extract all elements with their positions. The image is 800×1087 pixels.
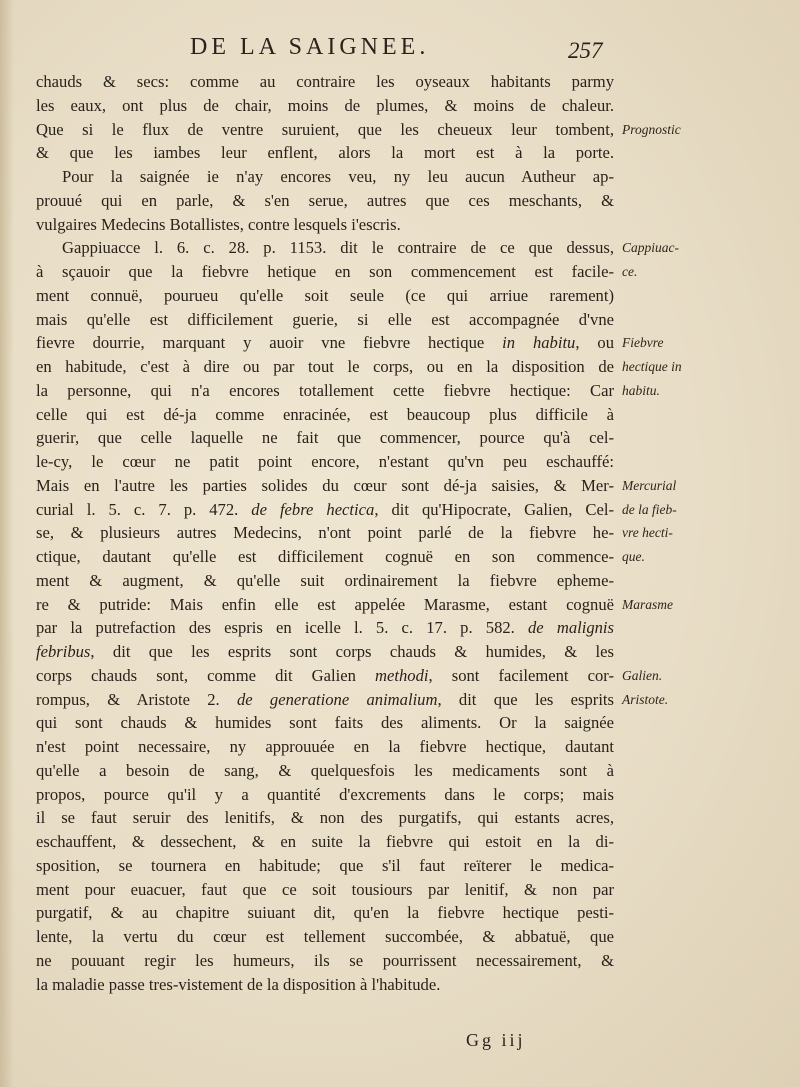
text-line (36, 379, 614, 403)
text-line (36, 901, 614, 925)
margin-note: Fiebvre (622, 335, 664, 351)
margin-note: hectique in (622, 359, 682, 374)
text-line-roman: la personne, qui n'a encores totallement cette fiebvre hectique: Car (36, 380, 614, 400)
text-line-roman: re & putride: Mais enfin elle est appelée Marasme, estant cognuë (36, 594, 614, 614)
text-line-roman: , sont facilement cor- (428, 665, 614, 685)
text-line-roman: , dit que les esprits (437, 689, 614, 709)
text-line (36, 355, 614, 379)
text-line-roman: qu'elle a besoin de sang, & quelquesfois les medicaments sont à (36, 760, 614, 780)
text-line (36, 711, 614, 735)
text-line-roman: , dit qu'Hipocrate, Galien, Cel- (374, 499, 614, 519)
text-line-roman: lente, la vertu du cœur est tellement succombée, & abbatuë, que (36, 927, 614, 946)
text-line-roman: sposition, se tournera en habitude; que s'il faut reïterer le medica- (36, 855, 614, 875)
text-line (36, 925, 614, 949)
text-line-roman: en habitude, c'est à dire ou par tout le corps, ou en la disposition de (36, 357, 614, 376)
text-line-roman: celle qui est dé-ja comme enracinée, est beaucoup plus difficile à (36, 404, 614, 424)
text-line (36, 664, 614, 688)
text-line-roman: guerir, que celle laquelle ne fait que commencer, pource qu'à cel- (36, 428, 614, 448)
page-number: 257 (568, 38, 603, 63)
text-line (36, 498, 614, 522)
text-line (36, 403, 614, 427)
text-line (36, 854, 614, 878)
text-line-roman: Gappiuacce l. 6. c. 28. p. 1153. dit le contraire de ce que dessus, (62, 238, 614, 258)
text-line-roman: Mais en l'autre les parties solides du cœur sont dé-ja saisies, & Mer- (36, 475, 614, 495)
text-line (36, 426, 614, 450)
text-line (36, 593, 614, 617)
text-line-roman: Pour la saignée ie n'ay encores veu, ny leu aucun Autheur ap- (62, 167, 614, 186)
margin-note: Cappiuac- (622, 240, 679, 256)
text-line (36, 189, 614, 213)
text-line-roman: les eaux, ont plus de chair, moins de plumes, & moins de chaleur. (36, 95, 614, 115)
margin-note: que. (622, 549, 645, 564)
text-line (36, 949, 614, 973)
text-line-italic: de generatione animalium (236, 689, 438, 709)
text-line (36, 521, 614, 545)
text-line-roman: ment & augment, & qu'elle suit ordinairement la fiebvre epheme- (36, 570, 614, 590)
running-head: DE LA SAIGNEE. (190, 34, 430, 60)
text-line-roman: rompus, & Aristote 2. (36, 689, 237, 709)
text-line (36, 878, 614, 902)
text-line-roman: chauds & secs: comme au contraire les oyseaux habitants parmy (36, 72, 614, 91)
text-line (36, 783, 614, 807)
margin-note: Marasme (622, 596, 673, 612)
text-line-roman: ment connuë, pourueu qu'elle soit seule (ce qui arriue rarement) (36, 285, 614, 305)
body-text (36, 70, 614, 996)
text-line-italic: febribus (36, 642, 91, 661)
text-line (36, 640, 614, 664)
text-line-italic: de malignis (528, 618, 614, 638)
signature-mark: Gg iij (466, 1030, 526, 1050)
text-line (36, 688, 614, 712)
text-line (36, 616, 614, 640)
text-line-roman: n'est point necessaire, ny approuuée en la fiebvre hectique, dautant (36, 737, 614, 756)
text-line (36, 973, 614, 997)
text-line (36, 308, 614, 332)
margin-note: Galien. (622, 667, 663, 683)
text-line-roman: ment pour euacuer, faut que ce soit tousiours par lenitif, & non par (36, 879, 614, 899)
text-line-roman: la maladie passe tres-vistement de la disposition à l'habitude. (36, 974, 441, 994)
margin-note: habitu. (622, 382, 660, 398)
text-line-italic: methodi (375, 665, 429, 685)
text-line-roman: purgatif, & au chapitre suiuant dit, qu'en la fiebvre hectique pesti- (36, 903, 614, 923)
text-line-roman: mais qu'elle est difficilement guerie, si elle est accompagnée d'vne (36, 309, 614, 329)
text-line-roman: par la putrefaction des espris en icelle l. 5. c. 17. p. 582. (36, 618, 528, 638)
text-line-roman: prouué qui en parle, & s'en serue, autres que ces meschants, & (36, 190, 614, 210)
text-line (36, 830, 614, 854)
text-line (36, 450, 614, 474)
margin-note: Aristote. (622, 691, 669, 707)
margin-note: Mercurial (622, 477, 677, 493)
text-line-roman: corps chauds sont, comme dit Galien (36, 665, 376, 685)
text-line (36, 94, 614, 118)
margin-note: vre hecti- (622, 525, 673, 541)
text-line-roman: & que les iambes leur enflent, alors la mort est à la porte. (36, 143, 614, 163)
text-line-roman: fievre dourrie, marquant y auoir vne fiebvre hectique (36, 333, 503, 353)
text-line-italic: de febre hectica (251, 499, 375, 519)
text-line-roman: ne pouuant regir les humeurs, ils se pourrissent necessairement, & (36, 950, 614, 970)
text-line (36, 118, 614, 142)
text-line-roman: propos, pource qu'il y a quantité d'excrements dans le corps; mais (36, 784, 614, 804)
text-line (36, 569, 614, 593)
text-line (36, 331, 614, 355)
text-line (36, 284, 614, 308)
text-line-roman: curial l. 5. c. 7. p. 472. (36, 499, 252, 519)
text-line (36, 545, 614, 569)
text-line (36, 806, 614, 830)
text-line (36, 759, 614, 783)
text-line-roman: ctique, dautant qu'elle est difficilement cognuë en son commence- (36, 547, 614, 566)
margin-note: de la fieb- (622, 501, 677, 517)
text-line (36, 213, 614, 237)
text-line-roman: Que si le flux de ventre suruient, que les cheueux leur tombent, (36, 119, 614, 139)
text-line-roman: se, & plusieurs autres Medecins, n'ont point parlé de la fiebvre he- (36, 523, 614, 543)
page-gutter-shadow (0, 0, 14, 1087)
text-line-roman: vulgaires Medecins Botallistes, contre lesquels i'escris. (36, 214, 401, 234)
margin-note: Prognostic (622, 121, 681, 137)
text-line-roman: , ou (575, 333, 614, 353)
text-line (36, 141, 614, 165)
text-line-roman: eschauffent, & dessechent, & en suite la fiebvre qui estoit en la di- (36, 832, 614, 851)
text-line-roman: qui sont chauds & humides sont faits des aliments. Or la saignée (36, 713, 614, 733)
text-line-roman: il se faut seruir des lenitifs, & non des purgatifs, qui estants acres, (36, 808, 614, 828)
text-line (36, 70, 614, 94)
margin-note: ce. (622, 264, 638, 279)
text-line (36, 260, 614, 284)
text-line (36, 474, 614, 498)
text-line-roman: , dit que les esprits sont corps chauds & humides, & les (90, 642, 614, 661)
text-line-italic: in habitu (502, 333, 576, 353)
text-line-roman: le-cy, le cœur ne patit point encore, n'estant qu'vn peu eschauffé: (36, 452, 614, 471)
text-line (36, 236, 614, 260)
text-line-roman: à sçauoir que la fiebvre hetique en son commencement est facile- (36, 262, 614, 281)
text-line (36, 735, 614, 759)
text-line (36, 165, 614, 189)
